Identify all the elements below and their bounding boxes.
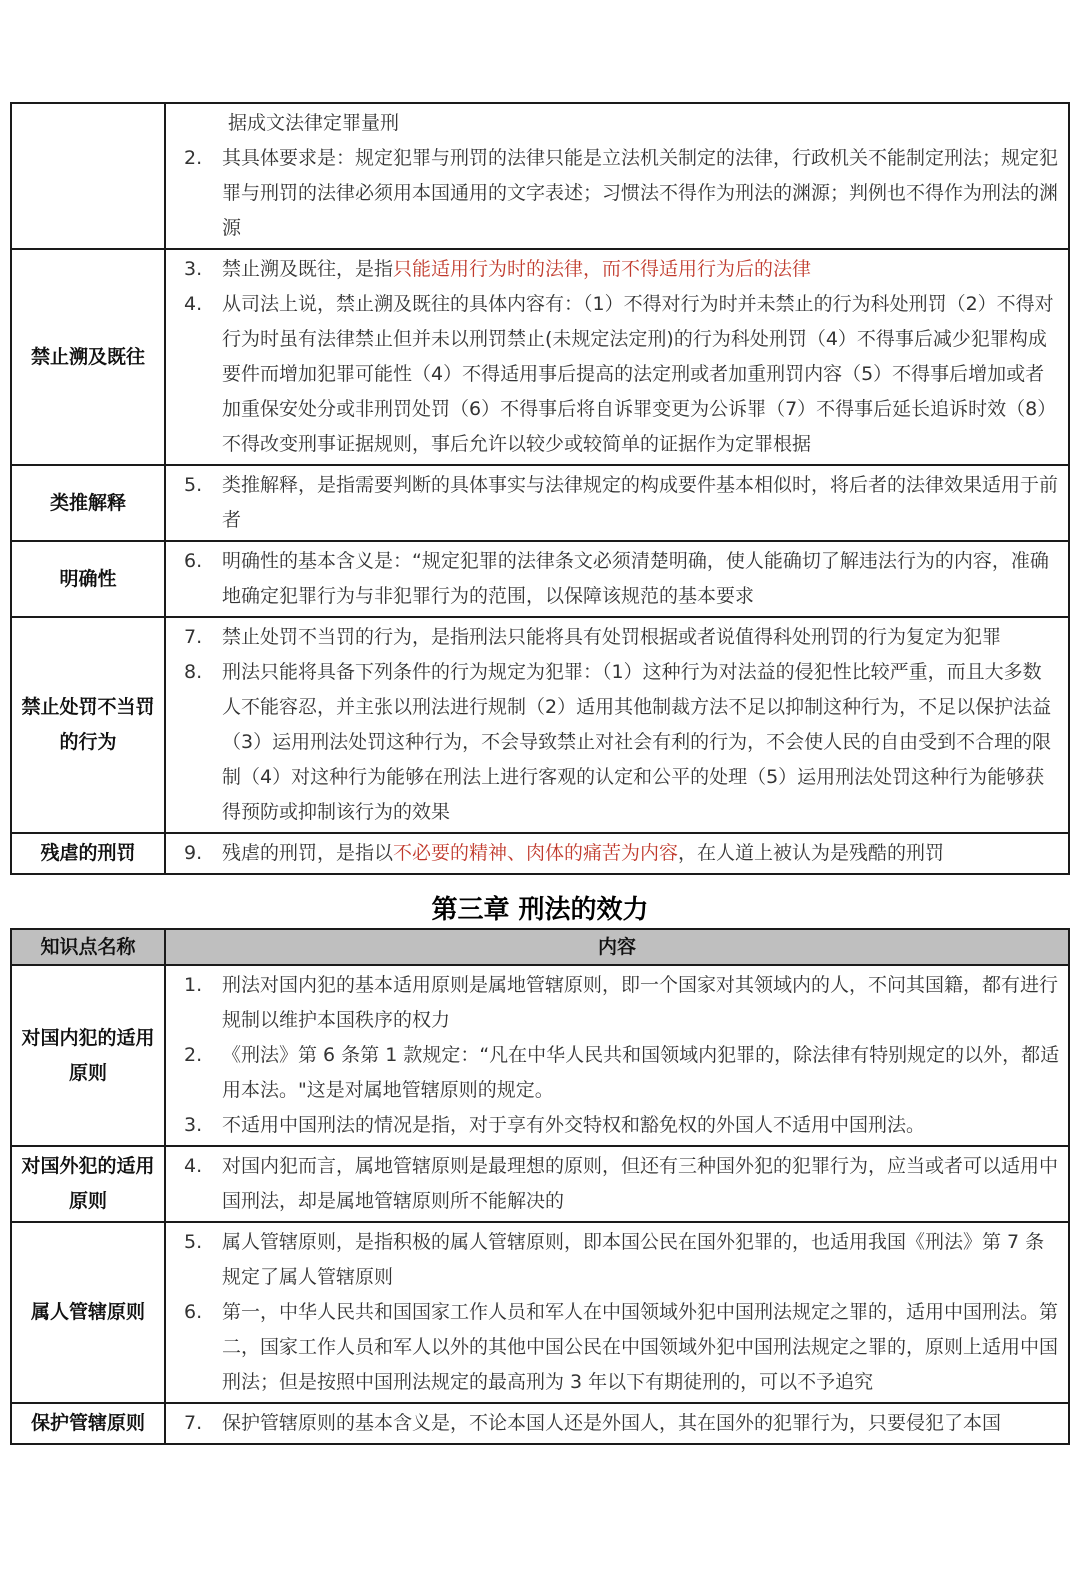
- row-content: [165, 965, 1069, 1146]
- list-item: [178, 106, 1060, 141]
- item-text: 《刑法》第 6 条第 1 款规定：“凡在中华人民共和国领域内犯罪的，除法律有特别规定的以外，都适用本法。"这是对属地管辖原则的规定。: [222, 1044, 1060, 1101]
- row-content: [165, 249, 1069, 465]
- item-text: 对国内犯而言，属地管辖原则是最理想的原则，但还有三种国外犯的犯罪行为，应当或者可以适用中国刑法，却是属地管辖原则所不能解决的: [222, 1155, 1059, 1212]
- effect-table: [10, 928, 1070, 1445]
- row-content: [165, 1403, 1069, 1444]
- list-item: [178, 287, 1060, 462]
- item-text: 保护管辖原则的基本含义是，不论本国人还是外国人，其在国外的犯罪行为，只要侵犯了本国: [222, 1412, 1002, 1434]
- list-item: [178, 141, 1060, 246]
- item-text: 其具体要求是：规定犯罪与刑罚的法律只能是立法机关制定的法律，行政机关不能制定刑法；规定犯罪与刑罚的法律必须用本国通用的文字表述；习惯法不得作为刑法的渊源；判例也不得作为刑法的渊源: [222, 147, 1059, 239]
- row-content: [165, 1146, 1069, 1222]
- row-name: 禁止溯及既往: [11, 249, 165, 465]
- item-text: 类推解释，是指需要判断的具体事实与法律规定的构成要件基本相似时，将后者的法律效果适用于前者: [222, 474, 1059, 531]
- item-text: 属人管辖原则，是指积极的属人管辖原则，即本国公民在国外犯罪的，也适用我国《刑法》第 7 条规定了属人管辖原则: [222, 1231, 1045, 1288]
- list-item: [178, 252, 1060, 287]
- item-number: 4.: [184, 1155, 203, 1177]
- row-content: [165, 103, 1069, 249]
- item-number: 3.: [184, 1114, 203, 1136]
- list-item: [178, 1225, 1060, 1295]
- row-name: 明确性: [11, 541, 165, 617]
- table-row: [11, 1403, 1069, 1444]
- list-item: [178, 968, 1060, 1038]
- table-row: [11, 249, 1069, 465]
- list-item: [178, 1149, 1060, 1219]
- table-row: [11, 103, 1069, 249]
- column-header-content: 内容: [165, 929, 1069, 965]
- item-number: 5.: [184, 1231, 203, 1253]
- list-item: [178, 620, 1060, 655]
- item-number: 3.: [184, 258, 203, 280]
- table-row: [11, 833, 1069, 874]
- item-text-plain: 残虐的刑罚，是指以: [222, 842, 394, 864]
- row-name: 对国外犯的适用原则: [11, 1146, 165, 1222]
- row-name: 类推解释: [11, 465, 165, 541]
- row-name: [11, 103, 165, 249]
- item-number: 6.: [184, 550, 203, 572]
- row-content: [165, 617, 1069, 833]
- list-item: [178, 1108, 1060, 1143]
- table-row: [11, 465, 1069, 541]
- item-number: 7.: [184, 1412, 203, 1434]
- row-content: [165, 1222, 1069, 1403]
- item-text: [222, 252, 1060, 287]
- item-number: 2.: [184, 1044, 203, 1066]
- item-text: [222, 836, 1060, 871]
- row-name: 对国内犯的适用原则: [11, 965, 165, 1146]
- item-text: 刑法只能将具备下列条件的行为规定为犯罪：（1）这种行为对法益的侵犯性比较严重，而且大多数人不能容忍，并主张以刑法进行规制（2）适用其他制裁方法不足以抑制这种行为，不足以保护法益（3）运用刑法处罚这种行为，不会导致禁止对社会有利的行为，不会使人民的自由受到不合理的限制（4）对这种行为能够在刑法上进行客观的认定和公平的处理（5）运用刑法处罚这种行为能够获得预防或抑制该行为的效果: [222, 661, 1052, 823]
- table-row: [11, 1222, 1069, 1403]
- item-number: 8.: [184, 661, 203, 683]
- row-content: [165, 541, 1069, 617]
- row-name: 属人管辖原则: [11, 1222, 165, 1403]
- item-number: 6.: [184, 1301, 203, 1323]
- item-text: 不适用中国刑法的情况是指，对于享有外交特权和豁免权的外国人不适用中国刑法。: [222, 1114, 926, 1136]
- item-text: 禁止处罚不当罚的行为，是指刑法只能将具有处罚根据或者说值得科处刑罚的行为复定为犯罪: [222, 626, 1002, 648]
- list-item: [178, 655, 1060, 830]
- highlighted-text: 不必要的精神、肉体的痛苦为内容: [393, 842, 679, 864]
- item-text: 明确性的基本含义是：“规定犯罪的法律条文必须清楚明确，使人能确切了解违法行为的内容，准确地确定犯罪行为与非犯罪行为的范围，以保障该规范的基本要求: [222, 550, 1049, 607]
- row-content: [165, 465, 1069, 541]
- table-header-row: [11, 929, 1069, 965]
- table-row: [11, 617, 1069, 833]
- item-text-plain: ，在人道上被认为是残酷的刑罚: [678, 842, 945, 864]
- highlighted-text: 只能适用行为时的法律，而不得适用行为后的法律: [393, 258, 812, 280]
- table-row: [11, 965, 1069, 1146]
- item-number: 1.: [184, 974, 203, 996]
- list-item: [178, 468, 1060, 538]
- item-text-plain: 禁止溯及既往，是指: [222, 258, 394, 280]
- item-number: 7.: [184, 626, 203, 648]
- table-row: [11, 1146, 1069, 1222]
- row-content: [165, 833, 1069, 874]
- table-row: [11, 541, 1069, 617]
- item-text: 刑法对国内犯的基本适用原则是属地管辖原则，即一个国家对其领域内的人，不问其国籍，都有进行规制以维护本国秩序的权力: [222, 974, 1059, 1031]
- item-number: 9.: [184, 842, 203, 864]
- item-number: 4.: [184, 293, 203, 315]
- list-item: [178, 1038, 1060, 1108]
- item-number: 5.: [184, 474, 203, 496]
- list-item: [178, 1295, 1060, 1400]
- column-header-name: 知识点名称: [11, 929, 165, 965]
- item-text: 据成文法律定罪量刑: [228, 112, 400, 134]
- list-item: [178, 544, 1060, 614]
- list-item: [178, 1406, 1060, 1441]
- principles-table: [10, 102, 1070, 875]
- row-name: 禁止处罚不当罚的行为: [11, 617, 165, 833]
- chapter-title: 第三章 刑法的效力: [431, 895, 649, 925]
- item-text: 第一，中华人民共和国国家工作人员和军人在中国领域外犯中国刑法规定之罪的，适用中国刑法。第二，国家工作人员和军人以外的其他中国公民在中国领域外犯中国刑法规定之罪的，原则上适用中国刑法；但是按照中国刑法规定的最高刑为 3 年以下有期徒刑的，可以不予追究: [222, 1301, 1059, 1393]
- row-name: 保护管辖原则: [11, 1403, 165, 1444]
- list-item: [178, 836, 1060, 871]
- item-text: 从司法上说，禁止溯及既往的具体内容有：（1）不得对行为时并未禁止的行为科处刑罚（2）不得对行为时虽有法律禁止但并未以刑罚禁止(未规定法定刑)的行为科处刑罚（4）不得事后减少犯罪构成要件而增加犯罪可能性（4）不得适用事后提高的法定刑或者加重刑罚内容（5）不得事后增加或者加重保安处分或非刑罚处罚（6）不得事后将自诉罪变更为公诉罪（7）不得事后延长追诉时效（8）不得改变刑事证据规则，事后允许以较少或较简单的证据作为定罪根据: [222, 293, 1057, 455]
- item-number: 2.: [184, 147, 203, 169]
- row-name: 残虐的刑罚: [11, 833, 165, 874]
